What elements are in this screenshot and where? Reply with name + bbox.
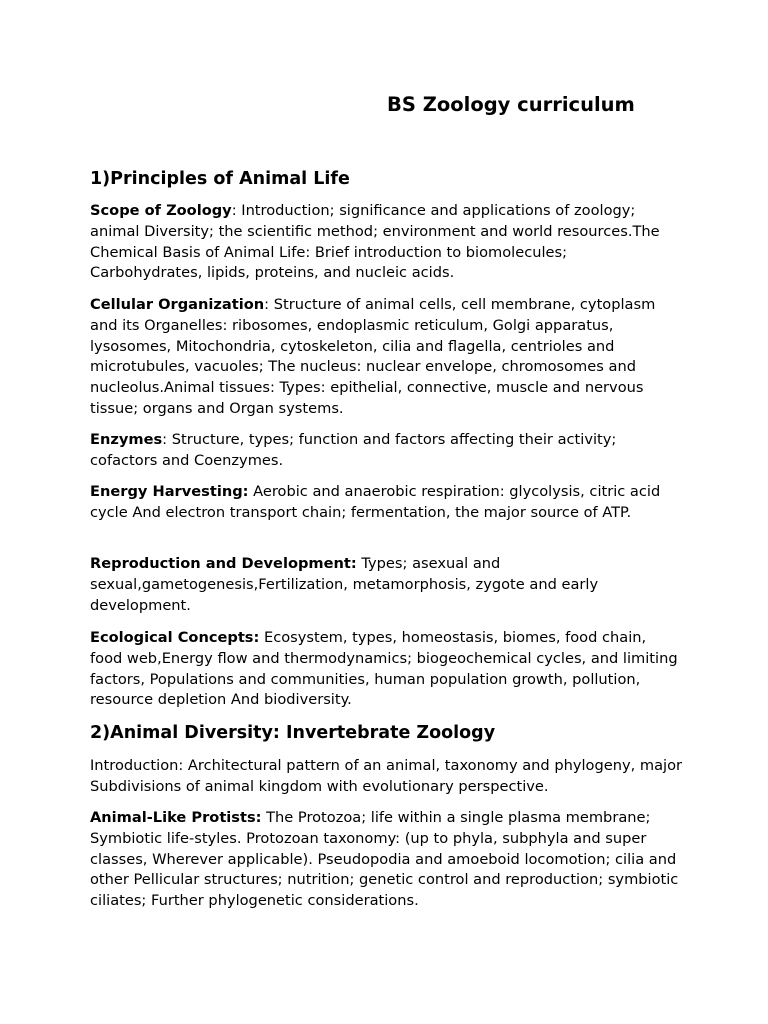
paragraph-text: : Structure of animal cells, cell membrane, cytoplasm and its Organelles: ribosomes, endoplasmic reticulum, Golgi apparatus, lysosomes, Mitochondria, cytoskeleton, cilia and flagella, centrioles and microtubules, vacuoles; The nucleus: nuclear envelope, chromosomes and nucleolus.Animal tissues: Types: epithelial, connective, muscle and nervous tissue; organs and Organ systems. [90, 296, 656, 417]
document-title: BS Zoology curriculum [387, 93, 635, 116]
paragraph-animal-like-protists [90, 808, 682, 912]
paragraph-label: Animal-Like Protists: [90, 809, 262, 826]
paragraph-ecological-concepts [90, 628, 682, 711]
paragraph-label: Reproduction and Development: [90, 555, 357, 572]
paragraph-label: Enzymes [90, 431, 163, 448]
paragraph-label: Scope of Zoology [90, 202, 232, 219]
paragraph-introduction [90, 756, 682, 798]
paragraph-text: Ecosystem, types, homeostasis, biomes, food chain, food web,Energy flow and thermodynamics; biogeochemical cycles, and limiting factors, Populations and communities, human population growth, pollution, resource depletion And biodiversity. [90, 629, 678, 709]
paragraph-text: : Structure, types; function and factors affecting their activity; cofactors and Coenzymes. [90, 431, 617, 469]
paragraph-enzymes [90, 430, 682, 472]
paragraph-energy-harvesting [90, 482, 682, 524]
paragraph-reproduction-development [90, 554, 682, 616]
paragraph-text: : Introduction; significance and applications of zoology; animal Diversity; the scientific method; environment and world resources.The Chemical Basis of Animal Life: Brief introduction to biomolecules; Carbohydrates, lipids, proteins, and nucleic acids. [90, 202, 660, 282]
paragraph-text: Introduction: Architectural pattern of an animal, taxonomy and phylogeny, major Subdivisions of animal kingdom with evolutionary perspective. [90, 757, 683, 795]
section-heading: 1)Principles of Animal Life [90, 169, 350, 189]
paragraph-text: Aerobic and anaerobic respiration: glycolysis, citric acid cycle And electron transport chain; fermentation, the major source of ATP. [90, 483, 661, 521]
paragraph-label: Ecological Concepts: [90, 629, 260, 646]
paragraph-label: Cellular Organization [90, 296, 265, 313]
paragraph-cellular-organization [90, 295, 682, 420]
paragraph-text: Types; asexual and sexual,gametogenesis,Fertilization, metamorphosis, zygote and early development. [90, 555, 599, 614]
paragraph-scope-of-zoology [90, 201, 682, 284]
section-heading: 2)Animal Diversity: Invertebrate Zoology [90, 723, 496, 743]
paragraph-label: Energy Harvesting: [90, 483, 249, 500]
paragraph-text: The Protozoa; life within a single plasma membrane; Symbiotic life-styles. Protozoan taxonomy: (up to phyla, subphyla and super classes, Wherever applicable). Pseudopodia and amoeboid locomotion; cilia and other Pellicular structures; nutrition; genetic control and reproduction; symbiotic ciliates; Further phylogenetic considerations. [90, 809, 679, 910]
